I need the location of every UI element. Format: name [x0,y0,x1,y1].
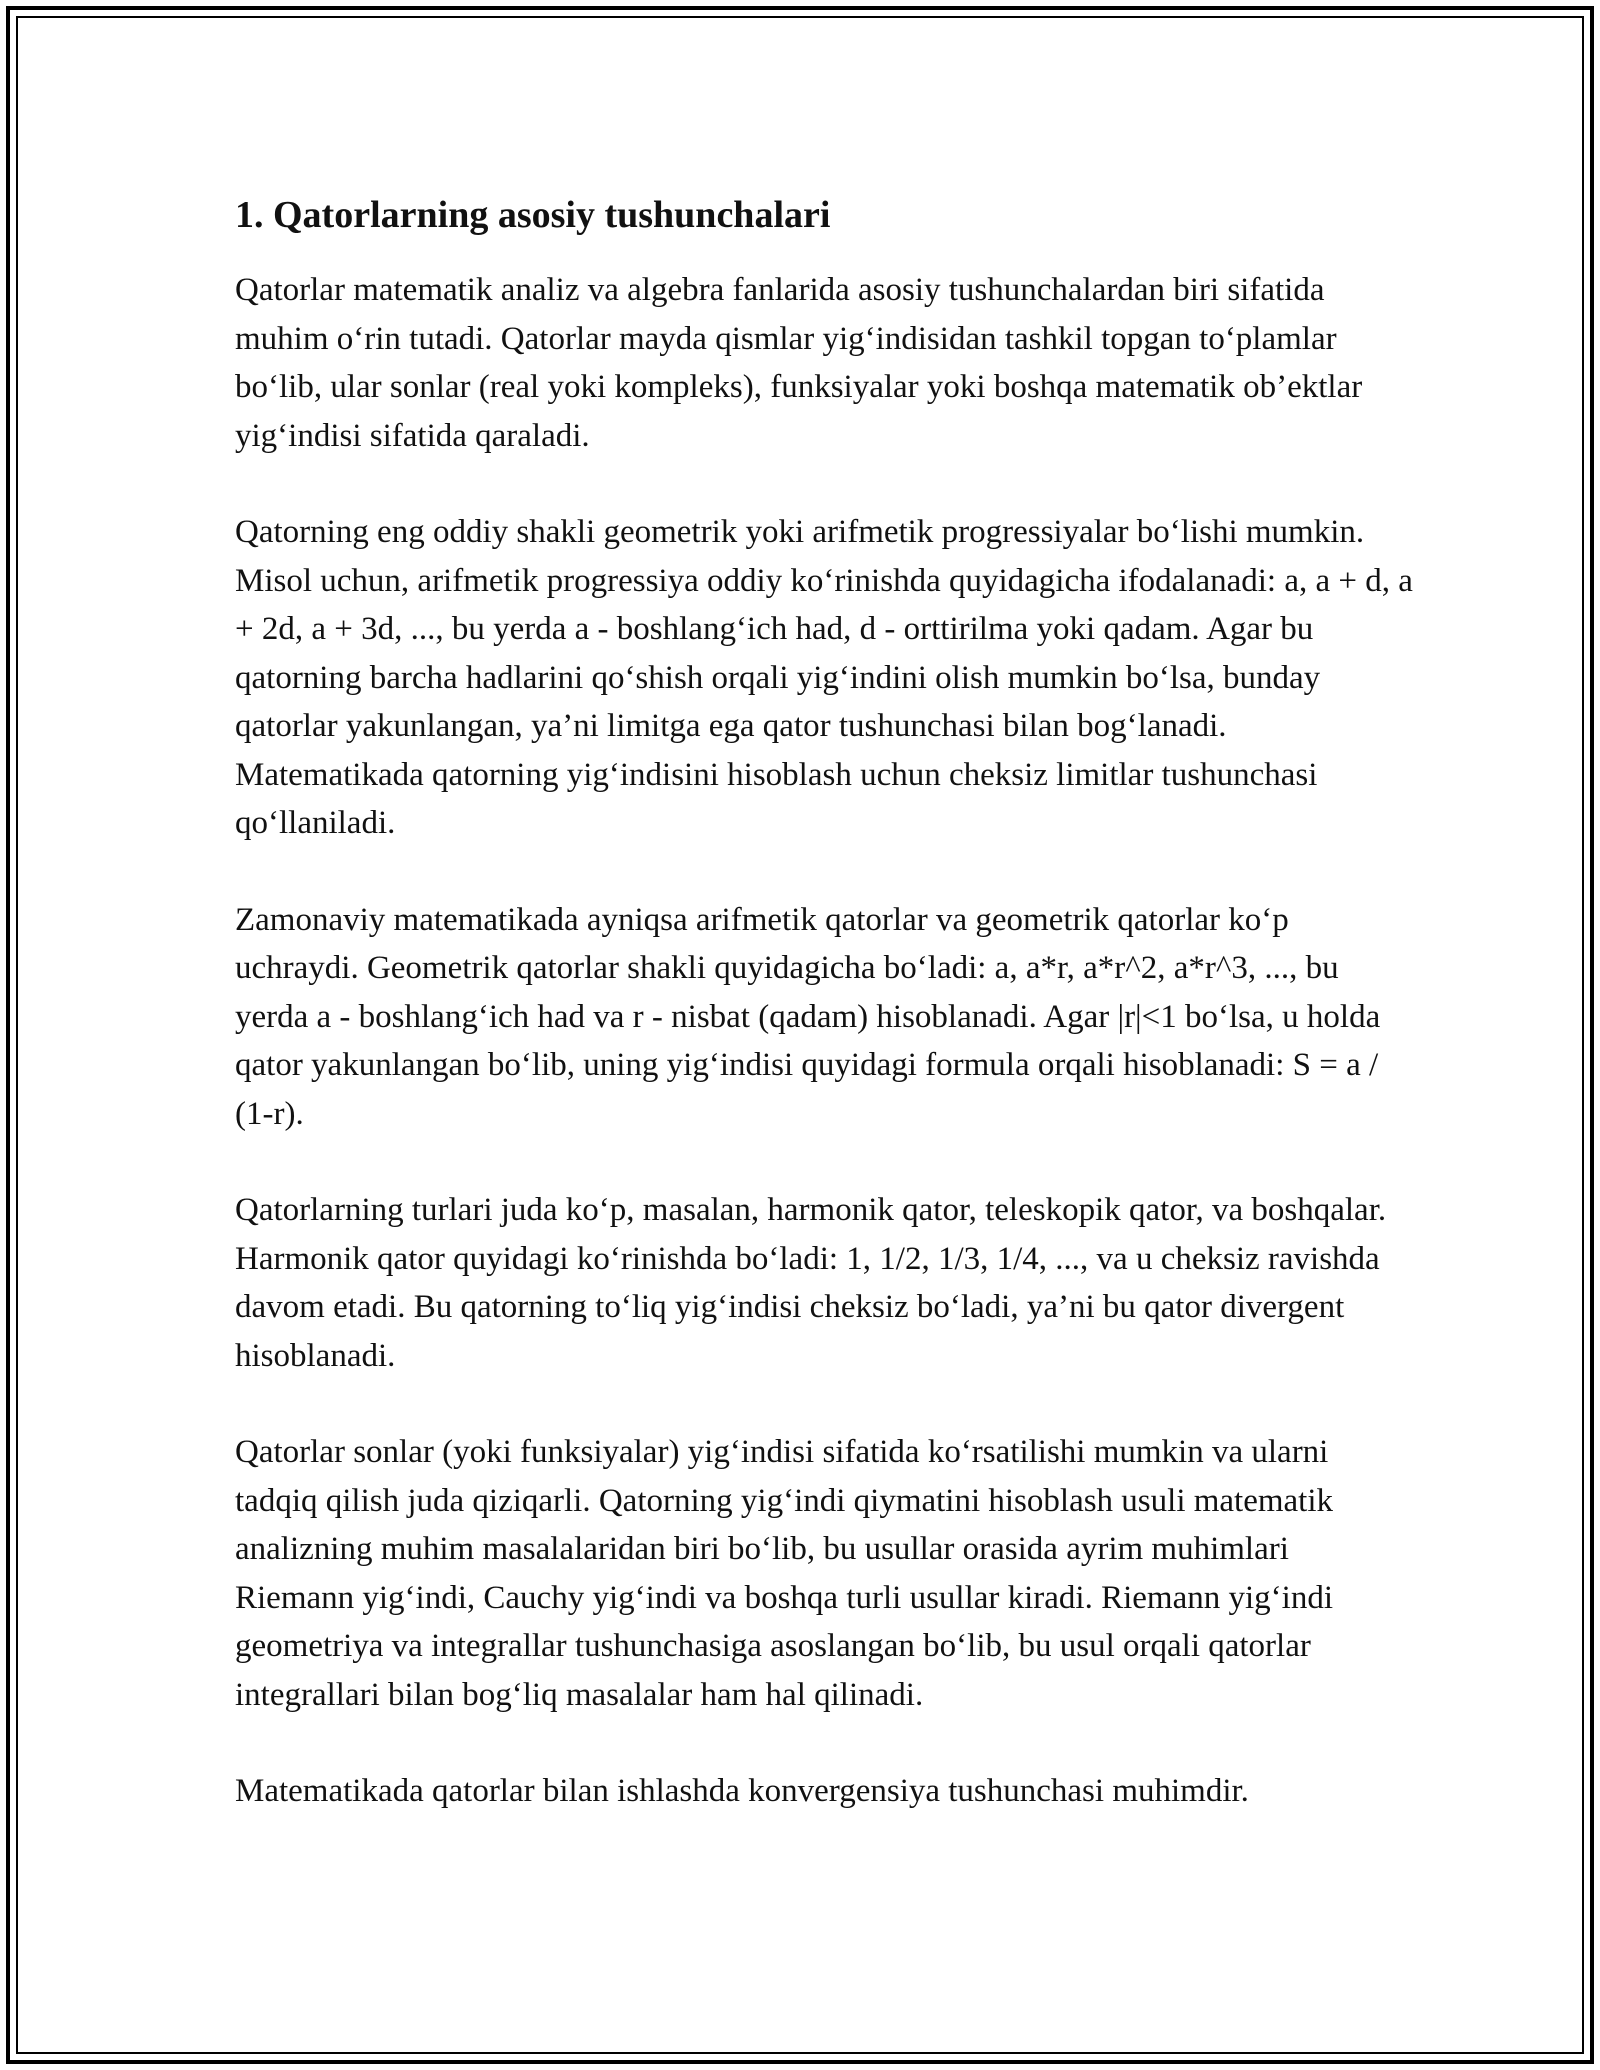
paragraph-arithmetic-progression: Qatorning eng oddiy shakli geometrik yoki arifmetik progressiyalar bo‘lishi mumkin. Misol uchun, arifmetik progressiya oddiy ko‘rinishda quyidagicha ifodalanadi: a, a + d, a + 2d, a + 3d, ..., bu yerda a - boshlang‘ich had, d - orttirilma yoki qadam. Agar bu qatorning barcha hadlarini qo‘shish orqali yig‘indini olish mumkin bo‘lsa, bunday qatorlar yakunlangan, ya’ni limitga ega qator tushunchasi bilan bog‘lanadi. Matematikada qatorning yig‘indisini hisoblash uchun cheksiz limitlar tushunchasi qo‘llaniladi. [235,514,1413,841]
paragraph-geometric-series: Zamonaviy matematikada ayniqsa arifmetik qatorlar va geometrik qatorlar ko‘p uchraydi. Geometrik qatorlar shakli quyidagicha bo‘ladi: a, a*r, a*r^2, a*r^3, ..., bu yerda a - boshlang‘ich had va r - nisbat (qadam) hisoblanadi. Agar |r|<1 bo‘lsa, u holda qator yakunlangan bo‘lib, uning yig‘indisi quyidagi formula orqali hisoblanadi: S = a / (1-r). [235,901,1381,1132]
paragraph-harmonic-series: Qatorlarning turlari juda ko‘p, masalan, harmonik qator, teleskopik qator, va boshqalar. Harmonik qator quyidagi ko‘rinishda bo‘ladi: 1, 1/2, 1/3, 1/4, ..., va u cheksiz ravishda davom etadi. Bu qatorning to‘liq yig‘indisi cheksiz bo‘ladi, ya’ni bu qator divergent hisoblanadi. [235,1192,1387,1374]
section-heading: 1. Qatorlarning asosiy tushunchalari [235,194,831,236]
document-body [235,190,1415,1864]
paragraph-intro: Qatorlar matematik analiz va algebra fanlarida asosiy tushunchalardan biri sifatida muhim o‘rin tutadi. Qatorlar mayda qismlar yig‘indisidan tashkil topgan to‘plamlar bo‘lib, ular sonlar (real yoki kompleks), funksiyalar yoki boshqa matematik ob’ektlar yig‘indisi sifatida qaraladi. [235,272,1363,454]
paragraph-convergence: Matematikada qatorlar bilan ishlashda konvergensiya tushunchasi muhimdir. [235,1773,1249,1809]
paragraph-summation-methods: Qatorlar sonlar (yoki funksiyalar) yig‘indisi sifatida ko‘rsatilishi mumkin va ularni tadqiq qilish juda qiziqarli. Qatorning yig‘indi qiymatini hisoblash usuli matematik analizning muhim masalalaridan biri bo‘lib, bu usullar orasida ayrim muhimlari Riemann yig‘indi, Cauchy yig‘indi va boshqa turli usullar kiradi. Riemann yig‘indi geometriya va integrallar tushunchasiga asoslangan bo‘lib, bu usul orqali qatorlar integrallari bilan bog‘liq masalalar ham hal qilinadi. [235,1434,1334,1713]
